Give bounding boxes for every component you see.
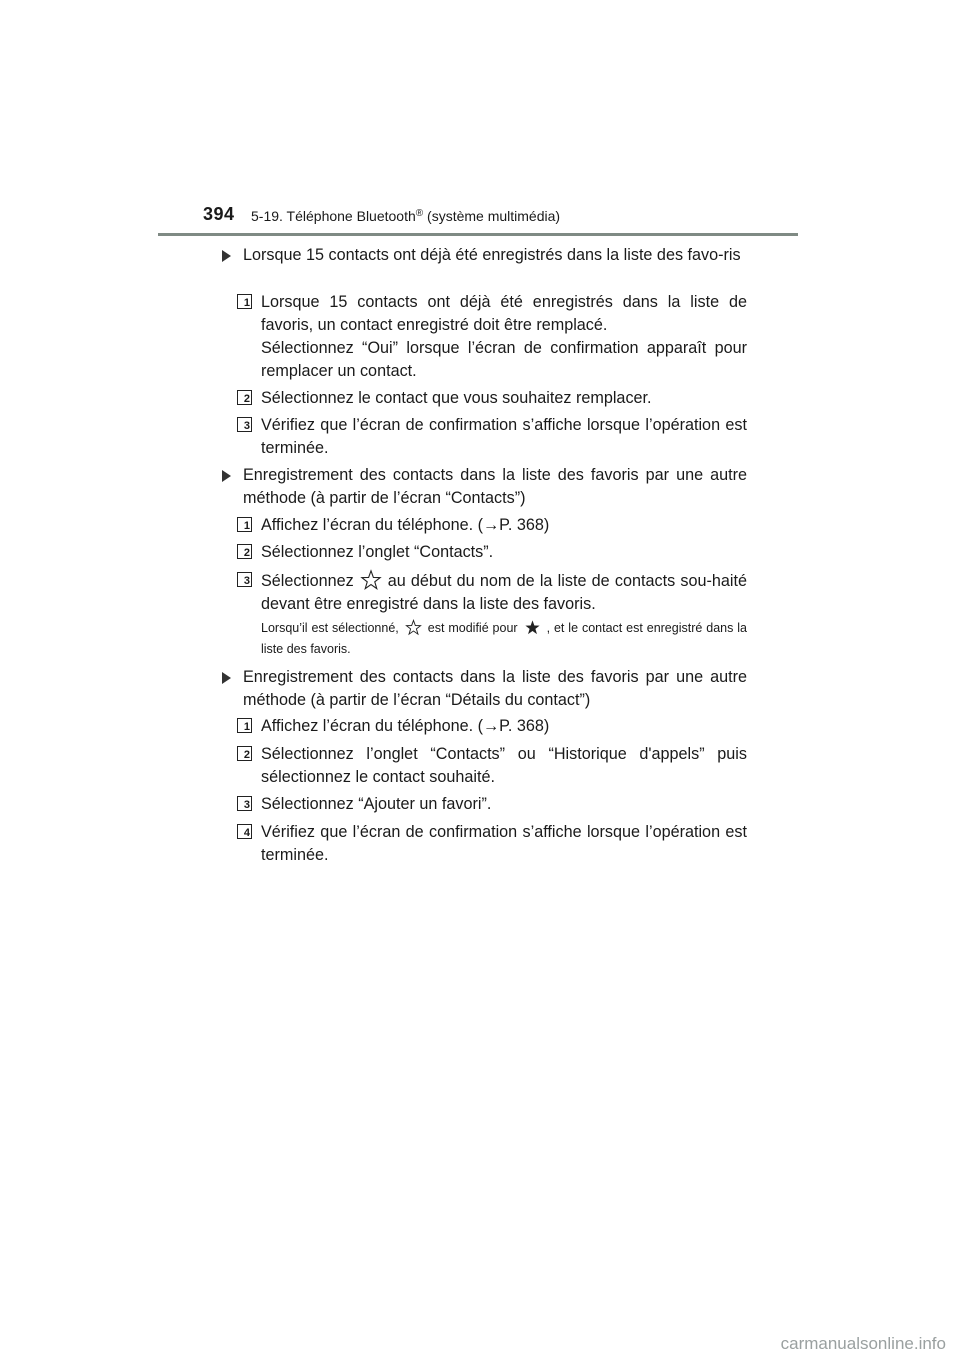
page-number: 394 — [203, 204, 235, 224]
step-text-part: Sélectionnez — [261, 572, 354, 590]
header-rule — [158, 233, 798, 236]
step-text: Sélectionnez le contact que vous souhaitez remplacer. — [261, 389, 652, 407]
section-title-suffix: (système multimédia) — [423, 208, 561, 224]
bullet-text: Lorsque 15 contacts ont déjà été enregistrés dans la liste des favo-ris — [243, 246, 741, 264]
note-part: Lorsqu’il est sélectionné, — [261, 621, 399, 635]
step-number: 2 — [237, 390, 252, 405]
section-title-prefix: 5-19. Téléphone Bluetooth — [251, 208, 416, 224]
step-item — [237, 387, 747, 410]
star-filled-icon — [524, 619, 541, 636]
star-outline-icon — [360, 569, 382, 591]
bullet-text: Enregistrement des contacts dans la liste des favoris par une autre méthode (à partir de l’écran “Contacts”) — [243, 466, 747, 507]
step-item — [237, 715, 747, 738]
step-text: Sélectionnez l’onglet “Contacts” ou “Historique d'appels” puis sélectionnez le contact souhaité. — [261, 745, 747, 786]
registered-mark: ® — [415, 208, 424, 219]
bullet-text: Enregistrement des contacts dans la liste des favoris par une autre méthode (à partir de l’écran “Détails du contact”) — [243, 668, 747, 709]
bullet-heading — [222, 244, 747, 267]
bullet-arrow-icon — [222, 470, 231, 482]
step-number: 2 — [237, 746, 252, 761]
step-text: Affichez l’écran du téléphone. (→P. 368) — [261, 516, 550, 534]
step-item — [237, 541, 747, 564]
step-number: 1 — [237, 517, 252, 532]
step-text-part: au début du nom de la liste de contacts sou-haité devant être enregistré dans la liste des favoris. — [261, 572, 747, 613]
star-outline-icon — [405, 619, 422, 636]
step-text: Vérifiez que l’écran de confirmation s’affiche lorsque l’opération est terminée. — [261, 416, 747, 457]
step-number: 1 — [237, 718, 252, 733]
step-number: 3 — [237, 796, 252, 811]
step-number: 1 — [237, 294, 252, 309]
step-text: Sélectionnez “Ajouter un favori”. — [261, 795, 492, 813]
step-text: Vérifiez que l’écran de confirmation s’affiche lorsque l’opération est terminée. — [261, 823, 747, 864]
section-title — [251, 208, 560, 224]
step-line: Lorsque 15 contacts ont déjà été enregistrés dans la liste de favoris, un contact enregistré doit être remplacé. — [261, 293, 747, 334]
step-number: 2 — [237, 544, 252, 559]
step-item — [237, 291, 747, 383]
step-item — [237, 414, 747, 460]
step-number: 4 — [237, 824, 252, 839]
step-number: 3 — [237, 572, 252, 587]
step-item — [237, 793, 747, 816]
step-text: Sélectionnez l’onglet “Contacts”. — [261, 543, 494, 561]
bullet-heading — [222, 666, 747, 712]
step-text — [261, 569, 747, 616]
step-text — [261, 291, 747, 383]
bullet-arrow-icon — [222, 672, 231, 684]
note-text — [261, 618, 747, 660]
note-part: , et le contact est enregistré dans la liste des favoris. — [261, 621, 747, 656]
step-item — [237, 569, 747, 616]
bullet-arrow-icon — [222, 250, 231, 262]
step-number: 3 — [237, 417, 252, 432]
bullet-heading — [222, 464, 747, 510]
watermark: carmanualsonline.info — [780, 1334, 946, 1353]
step-line: Sélectionnez “Oui” lorsque l’écran de confirmation apparaît pour remplacer un contact. — [261, 339, 747, 380]
step-item — [237, 821, 747, 867]
step-item — [237, 514, 747, 537]
note-part: est modifié pour — [427, 621, 518, 635]
page-header — [203, 204, 798, 234]
step-item — [237, 743, 747, 789]
step-text: Affichez l’écran du téléphone. (→P. 368) — [261, 717, 550, 735]
